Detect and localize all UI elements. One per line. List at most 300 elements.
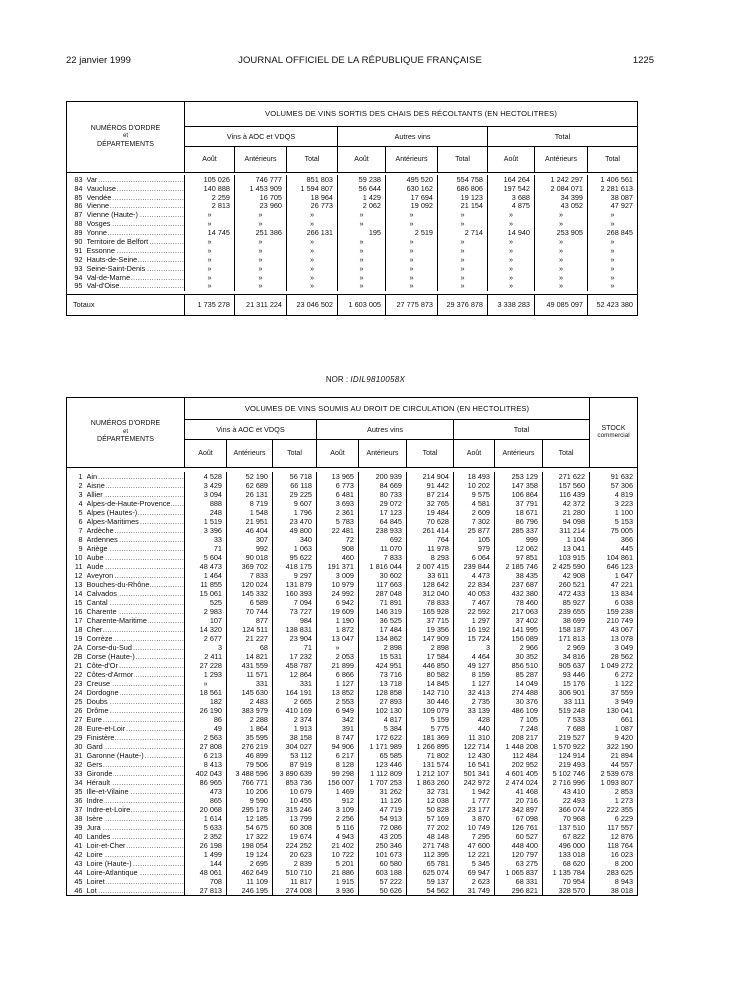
dept-name: Aube .....	[87, 553, 185, 562]
value-cell: 7 533	[543, 715, 590, 724]
value-cell: 1 087	[590, 724, 638, 733]
dept-name: Loire .....	[87, 850, 185, 859]
value-cell: »	[287, 255, 338, 264]
value-cell: 1 915	[317, 877, 359, 886]
value-cell: »	[338, 273, 386, 282]
value-cell: »	[185, 282, 235, 291]
value-cell: 238 933	[359, 526, 407, 535]
value-cell: 6 942	[317, 598, 359, 607]
value-cell: 19 356	[407, 625, 454, 634]
value-cell: 158 187	[543, 625, 590, 634]
value-cell: 197 542	[488, 184, 535, 193]
dept-name: Lot .....	[87, 886, 185, 896]
value-cell: 3 890 639	[273, 769, 317, 778]
value-cell: 274 488	[495, 688, 543, 697]
table-row	[67, 751, 638, 760]
value-cell: 50 626	[359, 886, 407, 896]
value-cell: 510 710	[273, 868, 317, 877]
stock-line2: commercial	[597, 431, 630, 439]
value-cell: 2 007 415	[407, 562, 454, 571]
value-cell: »	[338, 264, 386, 273]
value-cell: 159 238	[590, 607, 638, 616]
table-row	[67, 814, 638, 823]
value-cell: 48 473	[185, 562, 227, 571]
value-cell: 42 908	[543, 571, 590, 580]
dept-number: 2A	[73, 642, 83, 652]
value-cell: 19 092	[386, 202, 438, 211]
dept-number: 89	[74, 228, 83, 238]
value-cell: 462 649	[227, 868, 273, 877]
dept-name: Var .....	[87, 175, 185, 184]
value-cell: 12 038	[407, 796, 454, 805]
value-cell: 5 775	[407, 724, 454, 733]
value-cell: »	[535, 264, 588, 273]
dept-number: 41	[74, 840, 83, 850]
dept-number: 5	[78, 507, 83, 517]
value-cell: 14 745	[185, 228, 235, 237]
value-cell: 57 169	[407, 814, 454, 823]
table-row	[67, 237, 638, 246]
value-cell: 2 563	[185, 733, 227, 742]
value-cell: 18 671	[495, 508, 543, 517]
value-cell: »	[338, 282, 386, 291]
dept-name: Isère .....	[87, 814, 185, 823]
value-cell: 30 376	[495, 697, 543, 706]
value-cell: 117 663	[359, 580, 407, 589]
value-cell: 1 594 807	[287, 184, 338, 193]
value-cell: 239 655	[543, 607, 590, 616]
value-cell: 70 954	[543, 877, 590, 886]
value-cell: 38 435	[495, 571, 543, 580]
subcol-header: Total	[407, 440, 454, 468]
value-cell: 131 574	[407, 760, 454, 769]
value-cell: 13 078	[590, 634, 638, 643]
value-cell: »	[588, 264, 638, 273]
dept-number: 23	[74, 678, 83, 688]
value-cell: 21 154	[438, 202, 488, 211]
value-cell: »	[535, 237, 588, 246]
value-cell: 219 493	[543, 760, 590, 769]
value-cell: 33 139	[454, 706, 495, 715]
value-cell: 3 693	[317, 499, 359, 508]
dept-number: 90	[74, 237, 83, 247]
value-cell: 402 043	[185, 769, 227, 778]
value-cell: 1 122	[590, 679, 638, 688]
value-cell: 208 217	[495, 733, 543, 742]
value-cell: »	[588, 237, 638, 246]
totals-row	[67, 294, 638, 315]
value-cell: »	[438, 237, 488, 246]
value-cell: 142 710	[407, 688, 454, 697]
dept-name: Allier .....	[87, 490, 185, 499]
table-row	[67, 652, 638, 661]
value-cell: 276 219	[227, 742, 273, 751]
table-row	[67, 760, 638, 769]
dept-name: Aveyron .....	[87, 571, 185, 580]
dept-name: Cher .....	[87, 625, 185, 634]
value-cell: 342 897	[495, 805, 543, 814]
value-cell: 1 913	[273, 724, 317, 733]
dept-number: 85	[74, 192, 83, 202]
dept-number: 30	[74, 741, 83, 751]
value-cell: 32 731	[407, 787, 454, 796]
value-cell: 134 862	[359, 634, 407, 643]
table-row	[67, 697, 638, 706]
dept-number: 17	[74, 615, 83, 625]
value-cell: 856 510	[495, 661, 543, 670]
value-cell: 877	[227, 616, 273, 625]
value-cell: 11 817	[273, 877, 317, 886]
value-cell: 460	[317, 553, 359, 562]
value-cell: 26 131	[227, 490, 273, 499]
value-cell: 6 229	[590, 814, 638, 823]
dept-name: Val-d'Oise .....	[87, 282, 185, 291]
dept-number: 11	[74, 561, 83, 571]
value-cell: 198 054	[227, 841, 273, 850]
value-cell: 10 749	[454, 823, 495, 832]
value-cell: 4 473	[454, 571, 495, 580]
table-row	[67, 211, 638, 220]
value-cell: »	[235, 255, 287, 264]
value-cell: »	[185, 246, 235, 255]
value-cell: 253 129	[495, 472, 543, 481]
value-cell: 27 228	[185, 661, 227, 670]
dept-name: Hauts-de-Seine .....	[87, 255, 185, 264]
value-cell: 495 520	[386, 175, 438, 184]
value-cell: 1 293	[185, 670, 227, 679]
table-row	[67, 688, 638, 697]
value-cell: 1 190	[317, 616, 359, 625]
dept-number: 46	[74, 885, 83, 895]
value-cell: 20 716	[495, 796, 543, 805]
value-cell: 13 852	[317, 688, 359, 697]
value-cell: 4 943	[317, 832, 359, 841]
value-cell: 1 063	[273, 544, 317, 553]
table-row	[67, 832, 638, 841]
value-cell: 21 886	[317, 868, 359, 877]
value-cell: »	[287, 282, 338, 291]
table-row	[67, 219, 638, 228]
value-cell: 6 213	[185, 751, 227, 760]
value-cell: 2 281 613	[588, 184, 638, 193]
value-cell: 47 927	[588, 202, 638, 211]
value-cell: 37 402	[495, 616, 543, 625]
value-cell: 3 109	[317, 805, 359, 814]
dept-number: 16	[74, 606, 83, 616]
value-cell: 16 023	[590, 850, 638, 859]
value-cell: 19 124	[227, 850, 273, 859]
value-cell: »	[287, 264, 338, 273]
value-cell: 33	[185, 535, 227, 544]
value-cell: 287 048	[359, 589, 407, 598]
table-row	[67, 264, 638, 273]
value-cell: »	[535, 211, 588, 220]
value-cell: 26 198	[185, 841, 227, 850]
value-cell: 865	[185, 796, 227, 805]
table-row	[67, 787, 638, 796]
value-cell: 75 005	[590, 526, 638, 535]
value-cell: 431 559	[227, 661, 273, 670]
table-row	[67, 634, 638, 643]
value-cell: 43 067	[590, 625, 638, 634]
value-cell: 60 308	[273, 823, 317, 832]
subcol-header: Total	[588, 147, 638, 173]
dept-name: Jura .....	[87, 823, 185, 832]
value-cell: 2 288	[227, 715, 273, 724]
value-cell: »	[185, 255, 235, 264]
value-cell: 3 094	[185, 490, 227, 499]
value-cell: 109 079	[407, 706, 454, 715]
value-cell: 1 777	[454, 796, 495, 805]
dept-name: Loire-Atlantique .....	[87, 868, 185, 877]
value-cell: 5 633	[185, 823, 227, 832]
value-cell: 307	[227, 535, 273, 544]
value-cell: 1 864	[227, 724, 273, 733]
value-cell: 117 557	[590, 823, 638, 832]
value-cell: 17 123	[359, 508, 407, 517]
value-cell: 164 191	[273, 688, 317, 697]
value-cell: 78 460	[495, 598, 543, 607]
value-cell: 85 287	[495, 670, 543, 679]
value-cell: 2 411	[185, 652, 227, 661]
value-cell: 261 414	[407, 526, 454, 535]
value-cell: 312 040	[407, 589, 454, 598]
table-row	[67, 184, 638, 193]
dept-name: Gers .....	[87, 760, 185, 769]
value-cell: 57 306	[590, 481, 638, 490]
value-cell: 38 699	[543, 616, 590, 625]
value-cell: 19 674	[273, 832, 317, 841]
subcol-header: Août	[454, 440, 495, 468]
journal-title: JOURNAL OFFICIEL DE LA RÉPUBLIQUE FRANÇAISE	[238, 55, 482, 66]
dept-name: Cantal .....	[87, 598, 185, 607]
value-cell: 13 041	[543, 544, 590, 553]
value-cell: 105	[454, 535, 495, 544]
table-row	[67, 877, 638, 886]
value-cell: 26 190	[185, 706, 227, 715]
value-cell: 47 719	[359, 805, 407, 814]
value-cell: 18 561	[185, 688, 227, 697]
table-row	[67, 246, 638, 255]
value-cell: 70 628	[407, 517, 454, 526]
subcol-header: Antérieurs	[495, 440, 543, 468]
value-cell: »	[287, 211, 338, 220]
value-cell: 2 898	[359, 643, 407, 652]
table-row	[67, 544, 638, 553]
value-cell: 999	[495, 535, 543, 544]
value-cell: 6 589	[227, 598, 273, 607]
value-cell: 120 024	[227, 580, 273, 589]
value-cell: 2 983	[185, 607, 227, 616]
value-cell: 99 298	[317, 769, 359, 778]
value-cell: 214 904	[407, 472, 454, 481]
value-cell: 16 541	[454, 760, 495, 769]
value-cell: 12 864	[273, 670, 317, 679]
dept-number: 25	[74, 696, 83, 706]
group-total: Total	[488, 127, 638, 147]
value-cell: 2 695	[227, 859, 273, 868]
value-cell: 250 346	[359, 841, 407, 850]
value-cell: 140 888	[185, 184, 235, 193]
value-cell: 661	[590, 715, 638, 724]
dept-name: Eure-et-Loir .....	[87, 724, 185, 733]
value-cell: 1 548	[227, 508, 273, 517]
value-cell: 851 803	[287, 175, 338, 184]
dept-name: Garonne (Haute-) .....	[87, 751, 185, 760]
totals-cell: 52 423 380	[588, 294, 638, 315]
value-cell: »	[438, 264, 488, 273]
value-cell: 3 396	[185, 526, 227, 535]
value-cell: 7 105	[495, 715, 543, 724]
value-cell: 2 677	[185, 634, 227, 643]
value-cell: 6 038	[590, 598, 638, 607]
value-cell: 1 942	[454, 787, 495, 796]
value-cell: »	[438, 273, 488, 282]
value-cell: »	[488, 273, 535, 282]
value-cell: 984	[273, 616, 317, 625]
value-cell: 19 484	[407, 508, 454, 517]
value-cell: 10 679	[273, 787, 317, 796]
value-cell: »	[235, 219, 287, 228]
value-cell: 1 127	[454, 679, 495, 688]
dept-name: Eure .....	[87, 715, 185, 724]
dept-name: Côte-d'Or .....	[87, 661, 185, 670]
dept-number: 42	[74, 849, 83, 859]
dept-name: Creuse .....	[87, 679, 185, 688]
table-row	[67, 607, 638, 616]
value-cell: 128 858	[359, 688, 407, 697]
value-cell: 251 386	[235, 228, 287, 237]
value-cell: 432 380	[495, 589, 543, 598]
value-cell: 1 065 837	[495, 868, 543, 877]
value-cell: 59 238	[338, 175, 386, 184]
value-cell: 43 052	[535, 202, 588, 211]
dept-number: 43	[74, 858, 83, 868]
value-cell: 68	[227, 643, 273, 652]
nor-reference	[0, 375, 731, 384]
value-cell: 2 062	[338, 202, 386, 211]
dept-name: Ardèche .....	[87, 526, 185, 535]
value-cell: 274 008	[273, 886, 317, 896]
value-cell: 766 771	[227, 778, 273, 787]
value-cell: »	[386, 246, 438, 255]
value-cell: 2 361	[317, 508, 359, 517]
value-cell: 1 406 561	[588, 175, 638, 184]
value-cell: 11 126	[359, 796, 407, 805]
value-cell: 130 041	[590, 706, 638, 715]
value-cell: 410 169	[273, 706, 317, 715]
value-cell: 5 783	[317, 517, 359, 526]
value-cell: 27 893	[359, 697, 407, 706]
value-cell: 21 402	[317, 841, 359, 850]
value-cell: 686 806	[438, 184, 488, 193]
value-cell: 3 223	[590, 499, 638, 508]
value-cell: 266 131	[287, 228, 338, 237]
dept-name: Doubs .....	[87, 697, 185, 706]
value-cell: »	[287, 237, 338, 246]
dept-name: Charente-Maritime .....	[87, 616, 185, 625]
value-cell: 146 319	[359, 607, 407, 616]
value-cell: 32 413	[454, 688, 495, 697]
value-cell: 79 506	[227, 760, 273, 769]
value-cell: 692	[359, 535, 407, 544]
dept-number: 15	[74, 597, 83, 607]
totals-label: Totaux	[67, 294, 185, 315]
page-number: 1225	[632, 55, 654, 66]
value-cell: »	[535, 282, 588, 291]
value-cell: 54 675	[227, 823, 273, 832]
value-cell: 80 733	[359, 490, 407, 499]
value-cell: 97 851	[495, 553, 543, 562]
value-cell: 1 707 253	[359, 778, 407, 787]
value-cell: 56 718	[273, 472, 317, 481]
value-cell: 21 227	[227, 634, 273, 643]
dept-number: 37	[74, 804, 83, 814]
value-cell: »	[535, 255, 588, 264]
value-cell: 6 064	[454, 553, 495, 562]
dept-name: Yonne .....	[87, 228, 185, 237]
value-cell: 11 310	[454, 733, 495, 742]
table-row	[67, 661, 638, 670]
value-cell: 13 718	[359, 679, 407, 688]
table-row	[67, 724, 638, 733]
value-cell: 156 089	[495, 634, 543, 643]
dept-number: 35	[74, 786, 83, 796]
value-cell: 2 519	[386, 228, 438, 237]
value-cell: 46 404	[227, 526, 273, 535]
table-row	[67, 670, 638, 679]
dept-name: Territoire de Belfort .....	[87, 237, 185, 246]
value-cell: 1 796	[273, 508, 317, 517]
value-cell: 30 352	[495, 652, 543, 661]
value-cell: »	[386, 255, 438, 264]
value-cell: 8 200	[590, 859, 638, 868]
value-cell: 3 488 596	[227, 769, 273, 778]
value-cell: 1 570 922	[543, 742, 590, 751]
value-cell: 1 863 260	[407, 778, 454, 787]
value-cell: 853 736	[273, 778, 317, 787]
value-cell: 331	[273, 679, 317, 688]
dept-name: Corse-du-Sud .....	[87, 643, 185, 652]
value-cell: »	[235, 211, 287, 220]
value-cell: 23 470	[273, 517, 317, 526]
value-cell: 11 571	[227, 670, 273, 679]
dept-number: 92	[74, 254, 83, 264]
table-row	[67, 868, 638, 877]
dept-number: 3	[78, 489, 83, 499]
value-cell: 72 086	[359, 823, 407, 832]
subcol-header: Total	[273, 440, 317, 468]
value-cell: 112 484	[495, 751, 543, 760]
subcol-header: Antérieurs	[227, 440, 273, 468]
dept-number: 36	[74, 795, 83, 805]
table-row	[67, 733, 638, 742]
value-cell: 72	[317, 535, 359, 544]
dept-number: 44	[74, 867, 83, 877]
value-cell: 102 130	[359, 706, 407, 715]
value-cell: 306 901	[543, 688, 590, 697]
value-cell: 107	[185, 616, 227, 625]
table-row	[67, 859, 638, 868]
value-cell: 315 246	[273, 805, 317, 814]
value-cell: 2 474 024	[495, 778, 543, 787]
value-cell: 1 448 208	[495, 742, 543, 751]
dept-name: Corrèze .....	[87, 634, 185, 643]
totals-cell: 21 311 224	[235, 294, 287, 315]
value-cell: 137 510	[543, 823, 590, 832]
value-cell: 6 217	[317, 751, 359, 760]
value-cell: 53 112	[273, 751, 317, 760]
